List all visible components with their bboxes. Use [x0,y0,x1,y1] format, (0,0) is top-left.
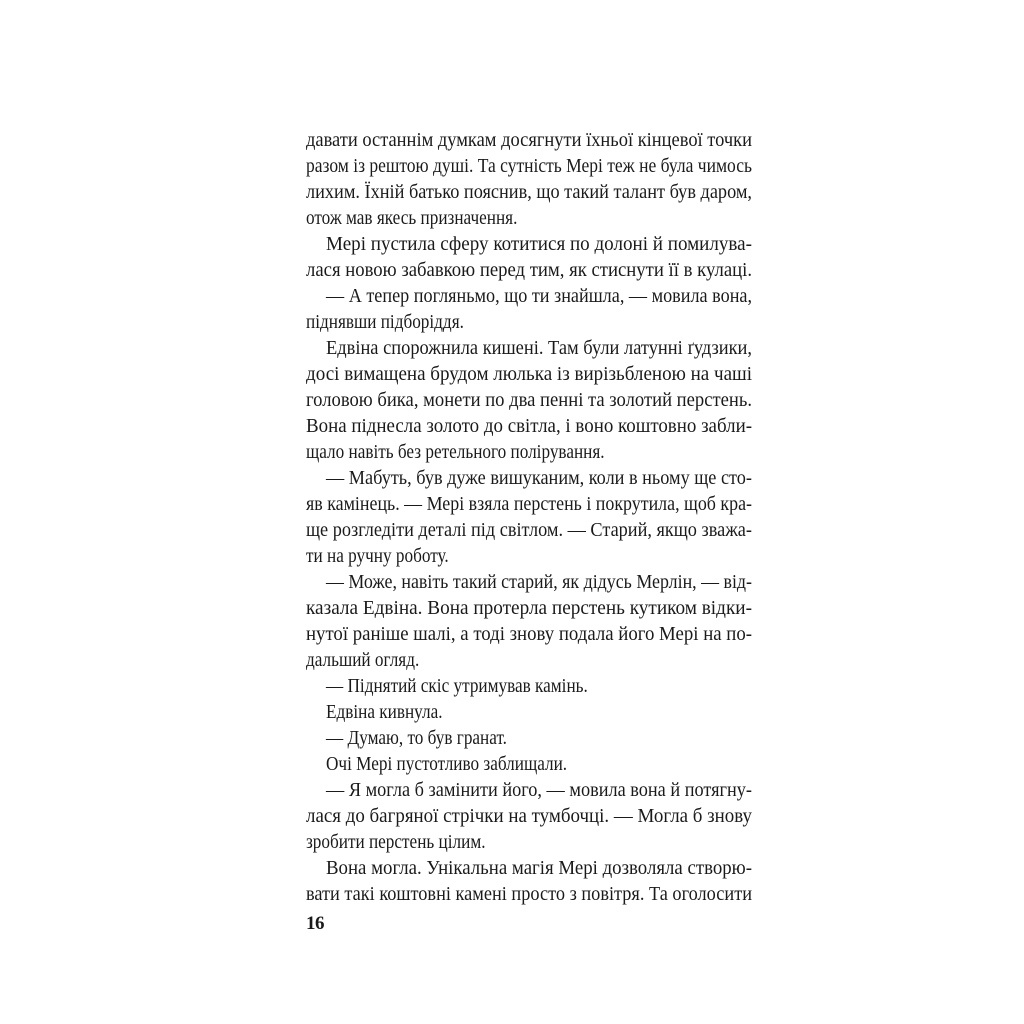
text-line-content: щало навіть без ретельного полірування. [306,441,605,463]
text-line-content: ще розгледіти деталі під світлом. — Старий, якщо зважа- [306,519,752,541]
text-line-content: лася до багряної стрічки на тумбочці. — Могла б знову [306,805,753,827]
text-line [306,569,752,595]
text-line [306,361,752,387]
text-line-content: Мері пустила сферу котитися по долоні й помилува- [326,233,753,255]
page-number: 16 [306,913,324,934]
text-line-content: Вона могла. Унікальна магія Мері дозволяла створю- [326,857,753,879]
text-line [306,127,752,153]
text-line [306,751,752,777]
text-line-content: лася новою забавкою перед тим, як стиснути її в кулаці. [306,259,753,281]
text-line [306,647,752,673]
text-line-content: — Мабуть, був дуже вишуканим, коли в ньому ще сто- [326,467,752,489]
text-line [306,387,752,413]
text-line-content: — Піднятий скіс утримував камінь. [326,675,588,697]
text-line-content: піднявши підборіддя. [306,311,464,333]
text-line [306,179,752,205]
text-line [306,855,752,881]
text-line [306,777,752,803]
text-line-content: Едвіна кивнула. [326,701,443,723]
text-line [306,231,752,257]
text-line-content: разом із рештою душі. Та сутність Мері теж не була чимось [306,155,752,177]
text-line-content: головою бика, монети по два пенні та золотий перстень. [306,389,752,411]
text-line [306,803,752,829]
text-line-content: — Може, навіть такий старий, як дідусь Мерлін, — від- [326,571,753,593]
text-line-content: дальший огляд. [306,649,420,671]
text-line [306,881,752,907]
text-line-content: яв камінець. — Мері взяла перстень і покрутила, щоб кра- [306,493,752,515]
text-line [306,439,752,465]
text-line-content: Очі Мері пустотливо заблищали. [326,753,568,775]
text-line [306,725,752,751]
text-line-content: нутої раніше шалі, а тоді знову подала його Мері на по- [306,623,753,645]
text-line-content: Едвіна спорожнила кишені. Там були латунні ґудзики, [326,337,753,359]
text-line [306,673,752,699]
text-line [306,829,752,855]
text-line [306,621,752,647]
text-line [306,309,752,335]
text-line [306,543,752,569]
text-line-content: казала Едвіна. Вона протерла перстень кутиком відки- [306,597,752,619]
text-line [306,257,752,283]
body-text [306,127,752,907]
text-line [306,413,752,439]
text-line [306,465,752,491]
text-line-content: Вона піднесла золото до світла, і воно коштовно забли- [306,415,753,437]
text-line [306,205,752,231]
text-line [306,595,752,621]
text-line [306,517,752,543]
text-line-content: зробити перстень цілим. [306,831,486,853]
text-line-content: вати такі коштовні камені просто з повітря. Та оголосити [306,883,752,905]
text-line-content: — Я могла б замінити його, — мовила вона й потягну- [326,779,753,801]
text-line-content: отож мав якесь призначення. [306,207,518,229]
text-line-content: ти на ручну роботу. [306,545,449,567]
text-line [306,335,752,361]
text-line-content: давати останнім думкам досягнути їхньої кінцевої точки [306,129,753,151]
text-line-content: досі вимащена брудом люлька із вирізьбленою на чаші [306,363,753,385]
text-line [306,153,752,179]
text-line [306,491,752,517]
text-line-content: — Думаю, то був гранат. [326,727,507,749]
text-line-content: — А тепер погляньмо, що ти знайшла, — мовила вона, [326,285,753,307]
text-line-content: лихим. Їхній батько пояснив, що такий талант був даром, [306,181,753,203]
text-line [306,283,752,309]
text-line [306,699,752,725]
